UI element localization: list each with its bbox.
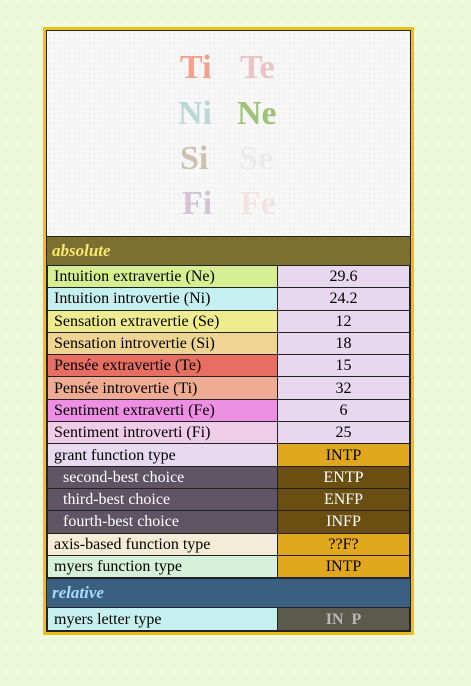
function-ti: Ti — [180, 49, 212, 86]
function-ni: Ni — [178, 95, 212, 132]
type-label: axis-based function type — [48, 533, 278, 555]
type-row — [48, 555, 410, 577]
score-label: Pensée introvertie (Ti) — [48, 377, 278, 399]
score-row — [48, 355, 410, 377]
function-si: Si — [180, 140, 209, 177]
relative-label: myers letter type — [48, 608, 278, 631]
score-label: Sentiment introverti (Fi) — [48, 422, 278, 444]
relative-value: IN P — [278, 608, 410, 631]
score-label: Intuition introvertie (Ni) — [48, 288, 278, 310]
absolute-table-body — [48, 266, 410, 578]
score-row — [48, 332, 410, 354]
absolute-table — [47, 265, 410, 578]
score-row — [48, 377, 410, 399]
type-value: INTP — [278, 555, 410, 577]
score-row — [48, 310, 410, 332]
score-row — [48, 399, 410, 421]
function-ne: Ne — [237, 95, 277, 132]
function-te: Te — [240, 49, 275, 86]
function-fe: Fe — [240, 185, 276, 222]
score-label: Intuition extravertie (Ne) — [48, 266, 278, 288]
type-value: INTP — [278, 444, 410, 466]
type-label: myers function type — [48, 555, 278, 577]
type-label: third-best choice — [48, 488, 278, 510]
type-value: ENFP — [278, 488, 410, 510]
score-value: 25 — [278, 422, 410, 444]
score-row — [48, 266, 410, 288]
score-value: 32 — [278, 377, 410, 399]
score-row — [48, 422, 410, 444]
section-absolute: absolute — [47, 236, 410, 265]
type-row — [48, 466, 410, 488]
score-value: 6 — [278, 399, 410, 421]
score-value: 18 — [278, 332, 410, 354]
results-panel — [43, 27, 414, 635]
score-row — [48, 288, 410, 310]
function-header — [47, 31, 410, 236]
score-label: Sensation introvertie (Si) — [48, 332, 278, 354]
relative-table-body — [48, 608, 410, 631]
section-relative: relative — [47, 578, 410, 607]
type-row — [48, 533, 410, 555]
score-value: 12 — [278, 310, 410, 332]
relative-table — [47, 607, 410, 631]
type-row — [48, 488, 410, 510]
type-label: grant function type — [48, 444, 278, 466]
function-se: Se — [239, 140, 273, 177]
type-value: ??F? — [278, 533, 410, 555]
type-label: fourth-best choice — [48, 511, 278, 533]
results-inner — [46, 30, 411, 632]
score-label: Pensée extravertie (Te) — [48, 355, 278, 377]
type-row — [48, 511, 410, 533]
type-value: INFP — [278, 511, 410, 533]
type-label: second-best choice — [48, 466, 278, 488]
score-value: 29.6 — [278, 266, 410, 288]
type-row — [48, 444, 410, 466]
function-fi: Fi — [182, 185, 213, 222]
type-value: ENTP — [278, 466, 410, 488]
relative-row — [48, 608, 410, 631]
score-value: 24.2 — [278, 288, 410, 310]
score-value: 15 — [278, 355, 410, 377]
score-label: Sentiment extraverti (Fe) — [48, 399, 278, 421]
score-label: Sensation extravertie (Se) — [48, 310, 278, 332]
